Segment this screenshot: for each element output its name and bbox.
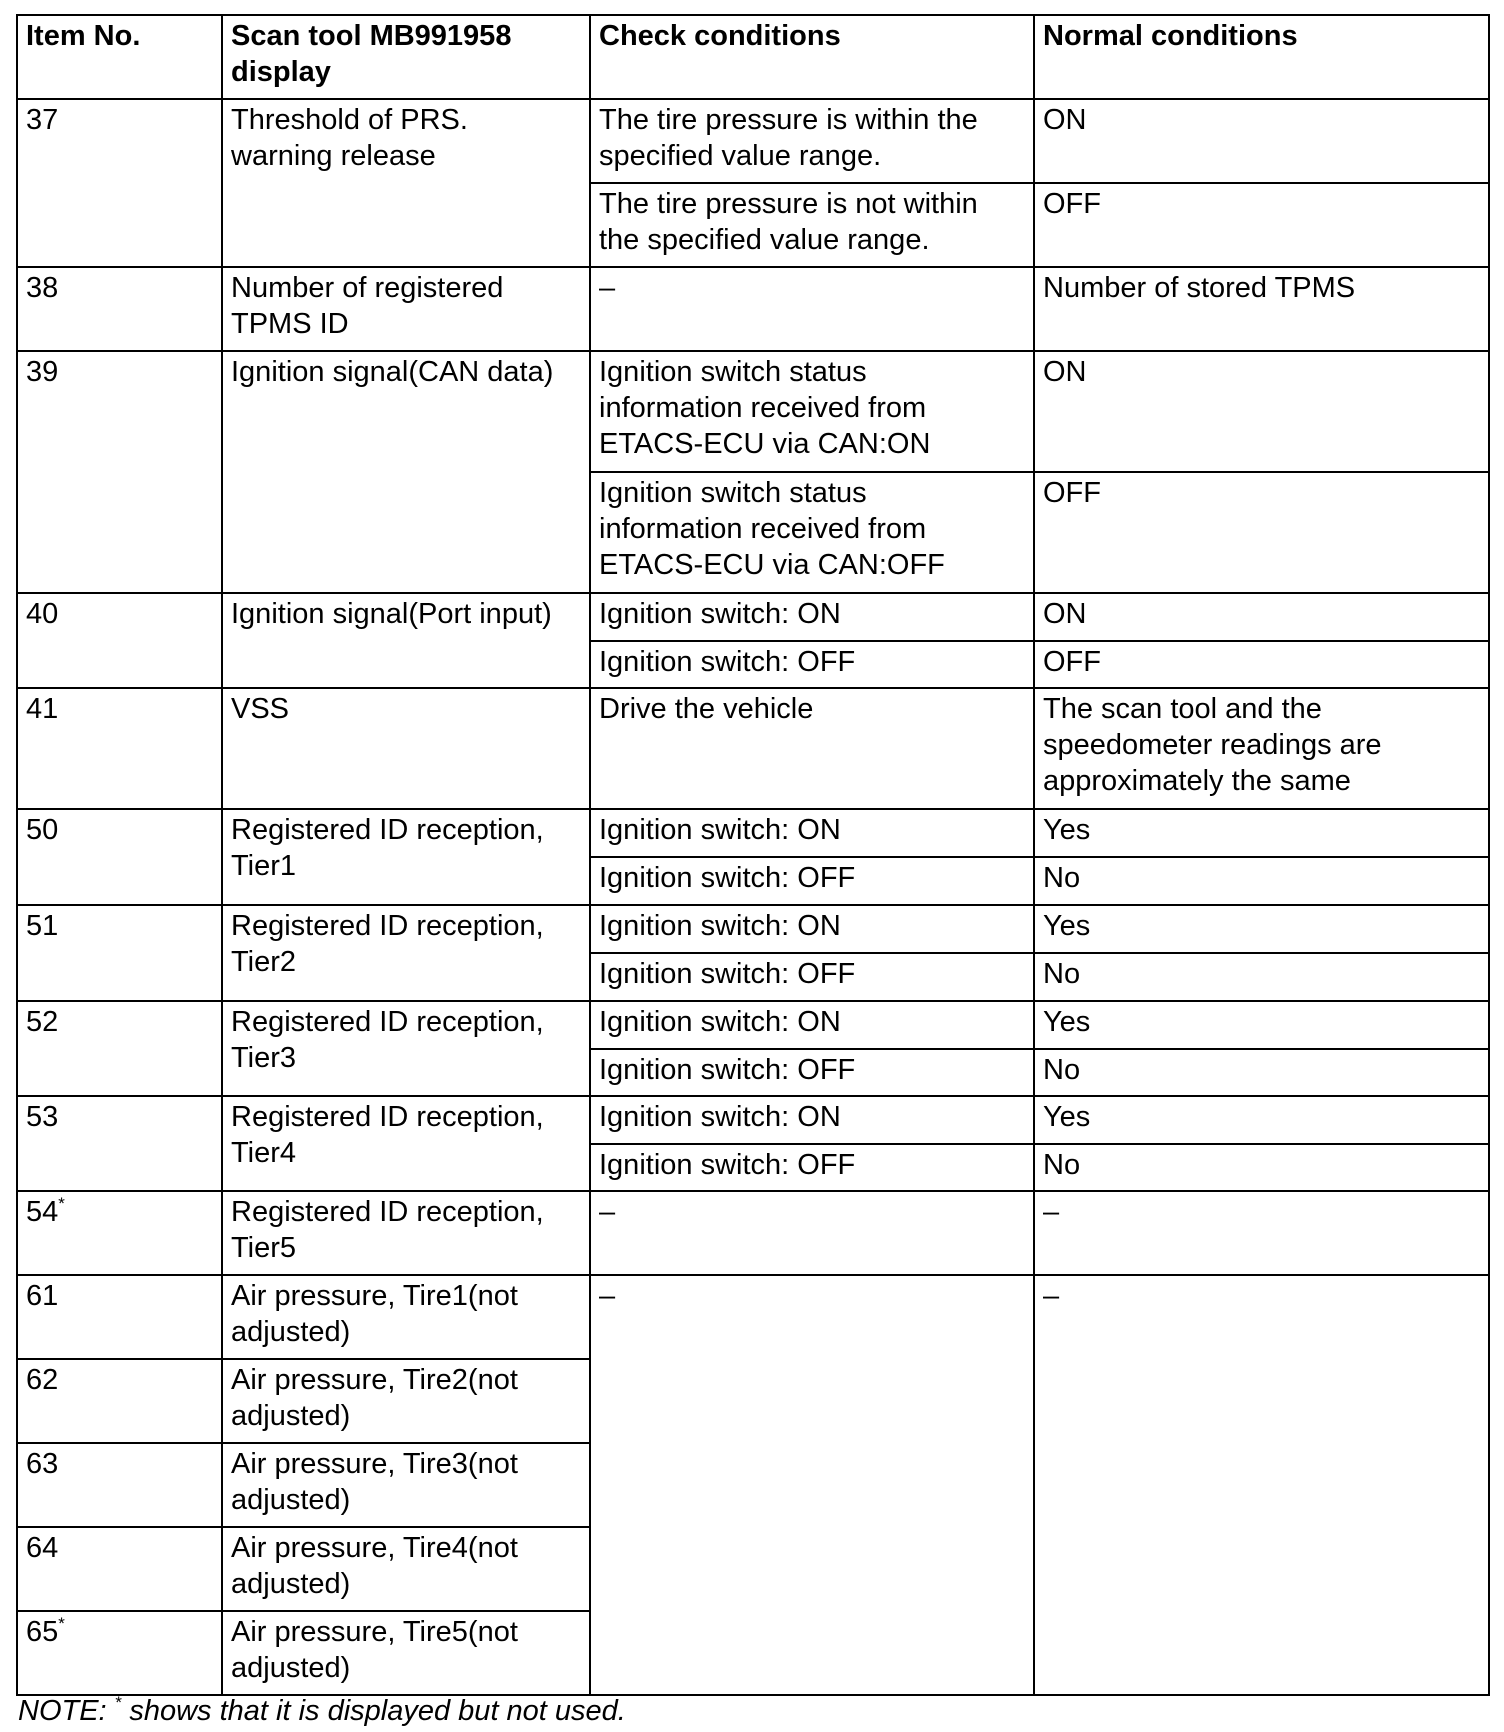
table-row (17, 1191, 1489, 1275)
display-cell: Threshold of PRS. warning release (222, 99, 590, 267)
scan-tool-data-table (16, 14, 1490, 1696)
display-cell: Registered ID reception, Tier3 (222, 1001, 590, 1096)
header-item-no: Item No. (17, 15, 222, 99)
check-cell: Ignition switch: ON (590, 1096, 1034, 1144)
normal-cell: The scan tool and the speedometer readings are approximately the same (1034, 688, 1489, 809)
display-cell: Registered ID reception, Tier2 (222, 905, 590, 1001)
table-row (17, 809, 1489, 857)
item-no-cell: 40 (17, 593, 222, 688)
display-cell: Ignition signal(Port input) (222, 593, 590, 688)
item-no-cell: 51 (17, 905, 222, 1001)
check-cell: The tire pressure is within the specified value range. (590, 99, 1034, 183)
display-cell: Air pressure, Tire4(not adjusted) (222, 1527, 590, 1611)
check-cell: Ignition switch: OFF (590, 1144, 1034, 1191)
normal-cell: OFF (1034, 472, 1489, 593)
check-cell: Ignition switch: ON (590, 809, 1034, 857)
normal-cell: ON (1034, 351, 1489, 472)
asterisk-mark: * (58, 1194, 65, 1213)
normal-cell: Yes (1034, 809, 1489, 857)
table-header-row (17, 15, 1489, 99)
check-cell: Ignition switch: OFF (590, 641, 1034, 688)
normal-cell: Number of stored TPMS (1034, 267, 1489, 351)
display-cell: Registered ID reception, Tier4 (222, 1096, 590, 1191)
table-row (17, 593, 1489, 641)
normal-cell: No (1034, 1144, 1489, 1191)
normal-cell: – (1034, 1275, 1489, 1695)
header-display: Scan tool MB991958 display (222, 15, 590, 99)
table-row (17, 351, 1489, 472)
normal-cell: No (1034, 1049, 1489, 1096)
display-cell: Ignition signal(CAN data) (222, 351, 590, 593)
item-no-cell: 50 (17, 809, 222, 905)
check-cell: – (590, 1275, 1034, 1695)
footnote (18, 1693, 626, 1729)
item-number: 54 (26, 1196, 59, 1228)
display-cell: Number of registered TPMS ID (222, 267, 590, 351)
check-cell: Ignition switch: OFF (590, 1049, 1034, 1096)
display-cell: Registered ID reception, Tier1 (222, 809, 590, 905)
table-row (17, 905, 1489, 953)
display-cell: Air pressure, Tire2(not adjusted) (222, 1359, 590, 1443)
check-cell: Ignition switch: OFF (590, 857, 1034, 905)
header-normal-conditions: Normal conditions (1034, 15, 1489, 99)
item-no-cell: 37 (17, 99, 222, 267)
check-cell: Drive the vehicle (590, 688, 1034, 809)
normal-cell: Yes (1034, 905, 1489, 953)
check-cell: – (590, 267, 1034, 351)
table-row (17, 1001, 1489, 1049)
display-cell: Air pressure, Tire3(not adjusted) (222, 1443, 590, 1527)
item-no-cell: 38 (17, 267, 222, 351)
normal-cell: No (1034, 953, 1489, 1001)
asterisk-mark: * (58, 1614, 65, 1633)
item-no-cell: 64 (17, 1527, 222, 1611)
item-no-cell: 62 (17, 1359, 222, 1443)
item-number: 65 (26, 1616, 59, 1648)
table-row (17, 267, 1489, 351)
display-cell: Air pressure, Tire1(not adjusted) (222, 1275, 590, 1359)
table-row (17, 99, 1489, 183)
normal-cell: ON (1034, 593, 1489, 641)
table-row (17, 1275, 1489, 1359)
check-cell: – (590, 1191, 1034, 1275)
check-cell: Ignition switch status information received from ETACS-ECU via CAN:OFF (590, 472, 1034, 593)
normal-cell: ON (1034, 99, 1489, 183)
normal-cell: OFF (1034, 183, 1489, 267)
normal-cell: No (1034, 857, 1489, 905)
display-cell: Registered ID reception, Tier5 (222, 1191, 590, 1275)
note-asterisk: * (114, 1693, 122, 1712)
check-cell: Ignition switch: ON (590, 1001, 1034, 1049)
item-no-cell: 52 (17, 1001, 222, 1096)
display-cell: Air pressure, Tire5(not adjusted) (222, 1611, 590, 1695)
header-check-conditions: Check conditions (590, 15, 1034, 99)
normal-cell: Yes (1034, 1096, 1489, 1144)
item-no-cell: 41 (17, 688, 222, 809)
item-no-cell: 61 (17, 1275, 222, 1359)
item-no-cell: 39 (17, 351, 222, 593)
table-row (17, 1096, 1489, 1144)
note-text: shows that it is displayed but not used. (121, 1695, 626, 1727)
normal-cell: – (1034, 1191, 1489, 1275)
check-cell: Ignition switch: ON (590, 593, 1034, 641)
check-cell: The tire pressure is not within the specified value range. (590, 183, 1034, 267)
check-cell: Ignition switch status information received from ETACS-ECU via CAN:ON (590, 351, 1034, 472)
normal-cell: OFF (1034, 641, 1489, 688)
check-cell: Ignition switch: OFF (590, 953, 1034, 1001)
table-row (17, 688, 1489, 809)
normal-cell: Yes (1034, 1001, 1489, 1049)
item-no-cell: 63 (17, 1443, 222, 1527)
item-no-cell (17, 1611, 222, 1695)
check-cell: Ignition switch: ON (590, 905, 1034, 953)
display-cell: VSS (222, 688, 590, 809)
item-no-cell (17, 1191, 222, 1275)
note-prefix: NOTE: (18, 1695, 115, 1727)
item-no-cell: 53 (17, 1096, 222, 1191)
